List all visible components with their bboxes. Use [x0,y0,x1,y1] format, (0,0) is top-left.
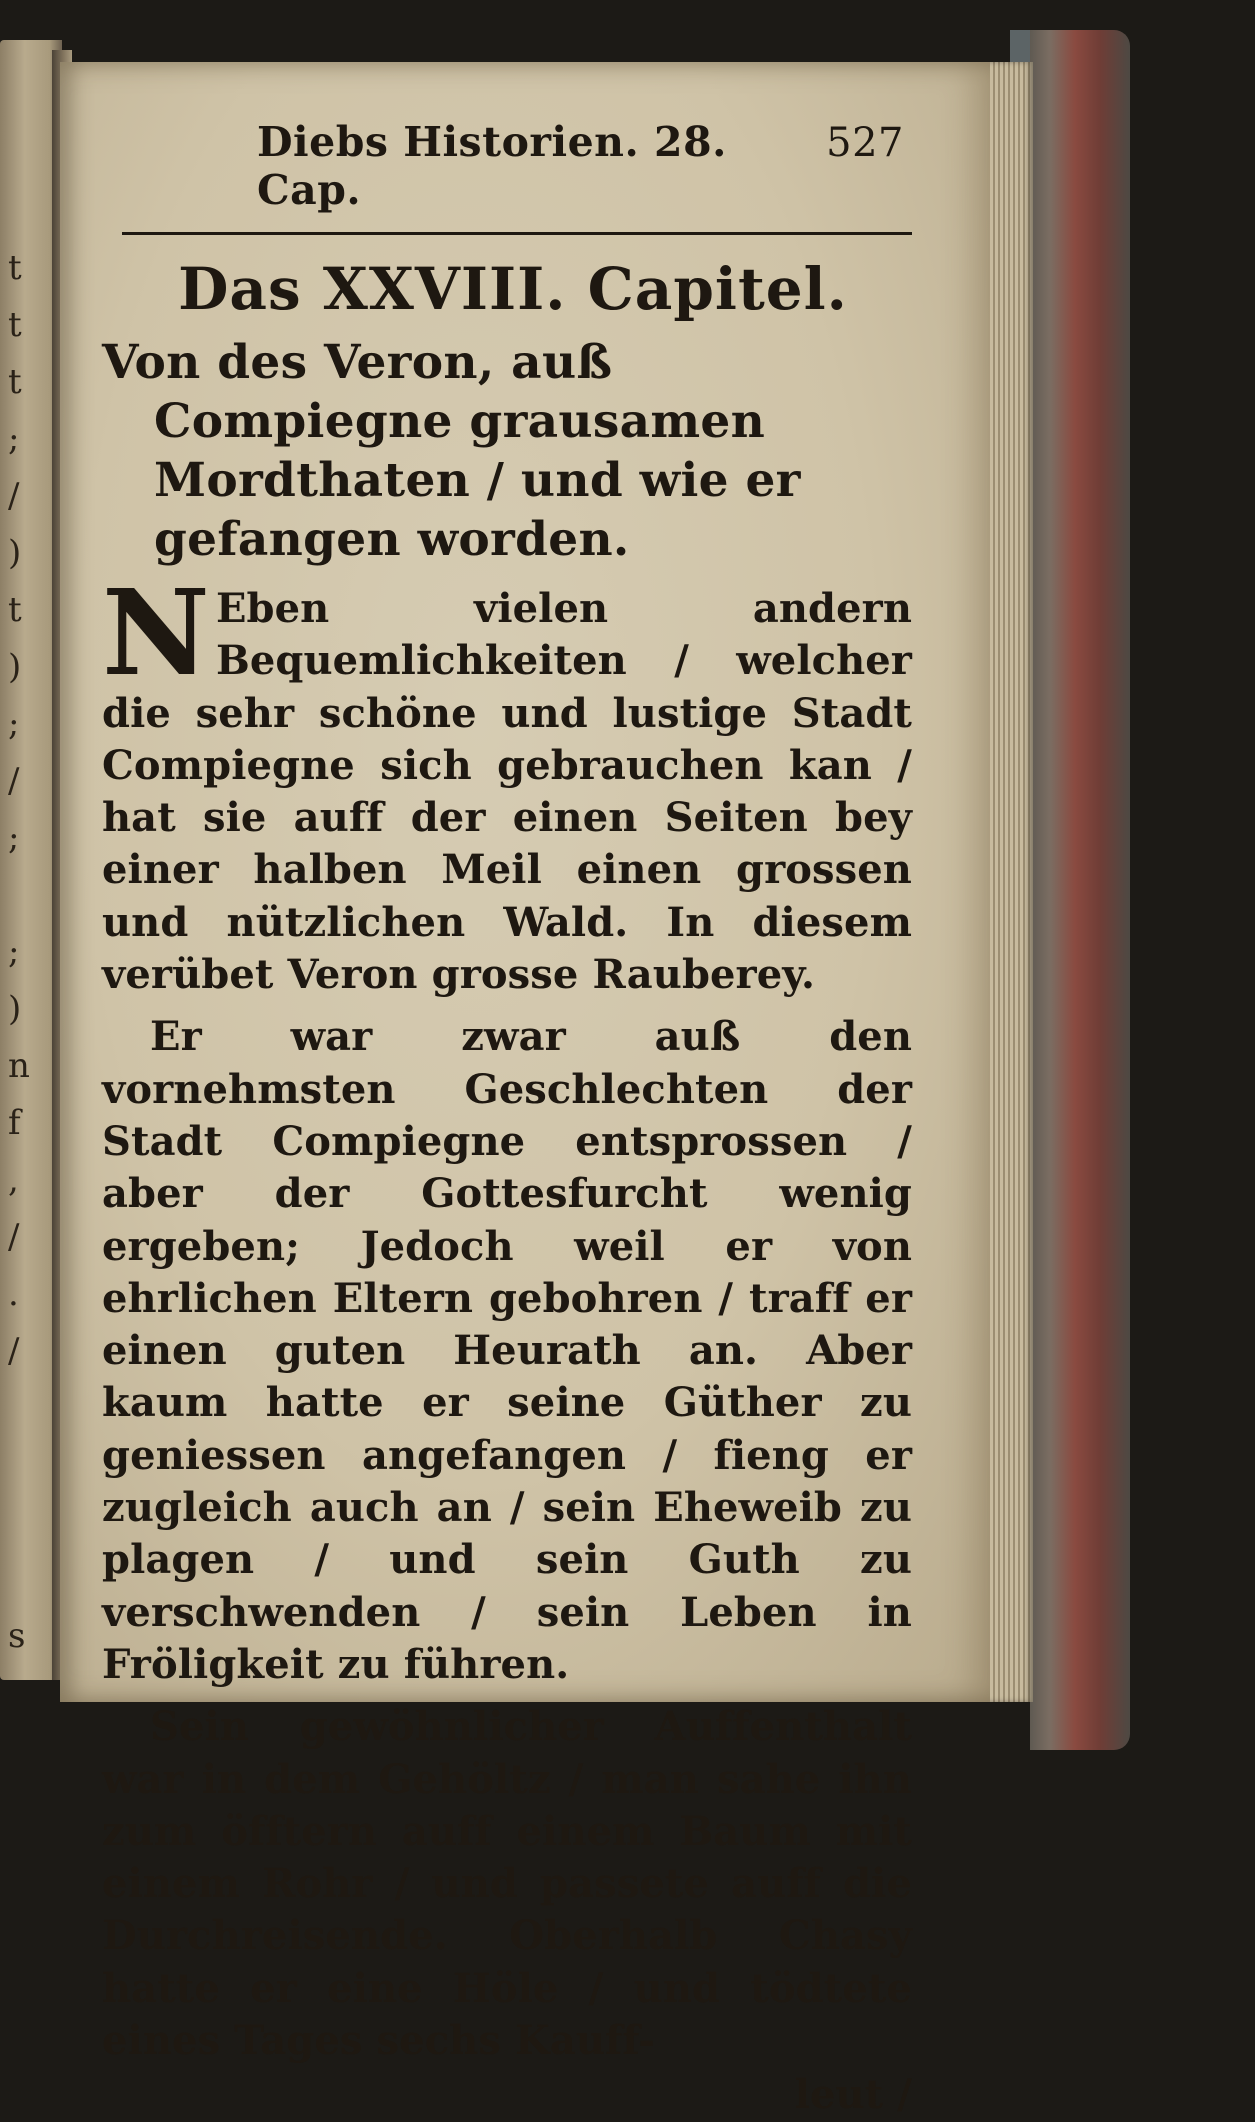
page-number: 527 [826,120,904,166]
book-cover-binding [1030,30,1130,1750]
page-text-block [102,118,912,2122]
previous-page-text-fragments: t t t ; / ) t ) ; / ; ; ) n f , / . / s [8,248,30,1656]
head-rule [122,232,912,235]
chapter-heading: Das XXVIII. Capitel. [178,255,848,323]
paragraph-3: Sein gewöhnlicher Auffenthalt war in dem Gehöltz / man sahe ihn zum öfftern auff einem Baum mit einem Rohr / und passete auff die Durchreisende. Oberhalb Chasy hatte er eine Höle / und tödtete eines Tages sechs Kauff- [102,1703,912,2065]
chapter-summary: Von des Veron, auß Compiegne grausamen Mordthaten / und wie er gefangen worden. [102,335,801,567]
drop-cap-initial: N [102,563,210,702]
paragraph-1-text: Eben vielen andern Bequemlichkeiten / welcher die sehr schöne und lustige Stadt Compiegne sich gebrauchen kan / hat sie auff der einen Seiten bey einer halben Meil einen grossen und nützlichen Wald. In diesem verübet Veron grosse Rauberey. [102,585,912,999]
catchword: leut / [794,2071,912,2119]
running-head [102,118,912,214]
paragraph-1 [102,563,912,1001]
page-edges [985,62,1033,1702]
body-text [102,563,912,2122]
paragraph-2: Er war zwar auß den vornehmsten Geschlechten der Stadt Compiegne entsprossen / aber der Gottesfurcht wenig ergeben; Jedoch weil er von ehrlichen Eltern gebohren / traff er einen guten Heurath an. Aber kaum hatte er seine Güther zu geniessen angefangen / fieng er zugleich auch an / sein Eheweib zu plagen / und sein Guth zu verschwenden / sein Leben in Fröligkeit zu führen. [102,1013,912,1688]
running-head-title: Diebs Historien. 28. Cap. [257,118,727,214]
